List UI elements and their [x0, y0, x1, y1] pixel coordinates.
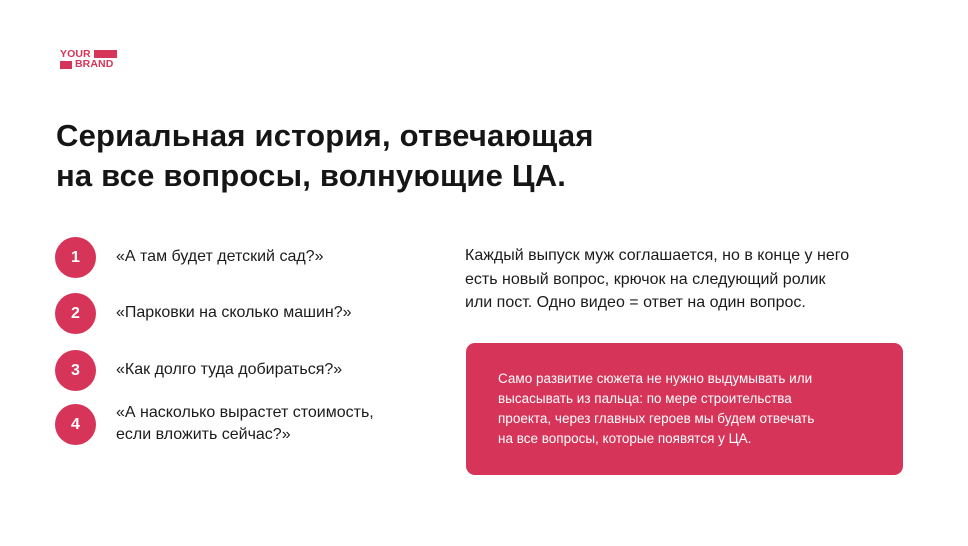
description-paragraph: [465, 244, 915, 315]
number-badge: 1: [55, 237, 96, 278]
paragraph-line-1: Каждый выпуск муж соглашается, но в конце у него: [465, 247, 850, 264]
question-item-4: [55, 404, 416, 446]
question-text-line-2: если вложить сейчас?»: [116, 426, 291, 443]
title-line-2: на все вопросы, волнующие ЦА.: [56, 158, 567, 193]
number-badge: 4: [55, 404, 96, 445]
slide-title: [56, 116, 756, 196]
question-item-3: [55, 350, 416, 391]
callout-line-1: Само развитие сюжета не нужно выдумывать или: [498, 371, 813, 386]
question-text: «А там будет детский сад?»: [116, 248, 324, 265]
logo-bar: [60, 61, 72, 69]
paragraph-line-3: или пост. Одно видео = ответ на один вопрос.: [465, 294, 806, 311]
callout-line-4: на все вопросы, которые появятся у ЦА.: [498, 431, 752, 446]
question-text: [116, 402, 416, 446]
question-item-1: [55, 237, 416, 278]
logo-bar: [94, 50, 117, 58]
question-text: «Парковки на сколько машин?»: [116, 304, 352, 321]
title-line-1: Сериальная история, отвечающая: [56, 118, 594, 153]
logo-word-brand: BRAND: [75, 58, 114, 70]
callout-line-2: высасывать из пальца: по мере строительства: [498, 391, 792, 406]
paragraph-line-2: есть новый вопрос, крючок на следующий ролик: [465, 270, 826, 288]
callout-text: [498, 369, 873, 449]
brand-logo: [60, 49, 120, 73]
callout-line-3: проекта, через главных героев мы будем отвечать: [498, 411, 815, 426]
question-item-2: [55, 293, 416, 334]
logo-word-your: YOUR: [60, 48, 91, 60]
question-text: «Как долго туда добираться?»: [116, 361, 343, 378]
callout-box: [466, 343, 903, 475]
number-badge: 2: [55, 293, 96, 334]
number-badge: 3: [55, 350, 96, 391]
question-text-line-1: «А насколько вырастет стоимость,: [116, 404, 374, 421]
